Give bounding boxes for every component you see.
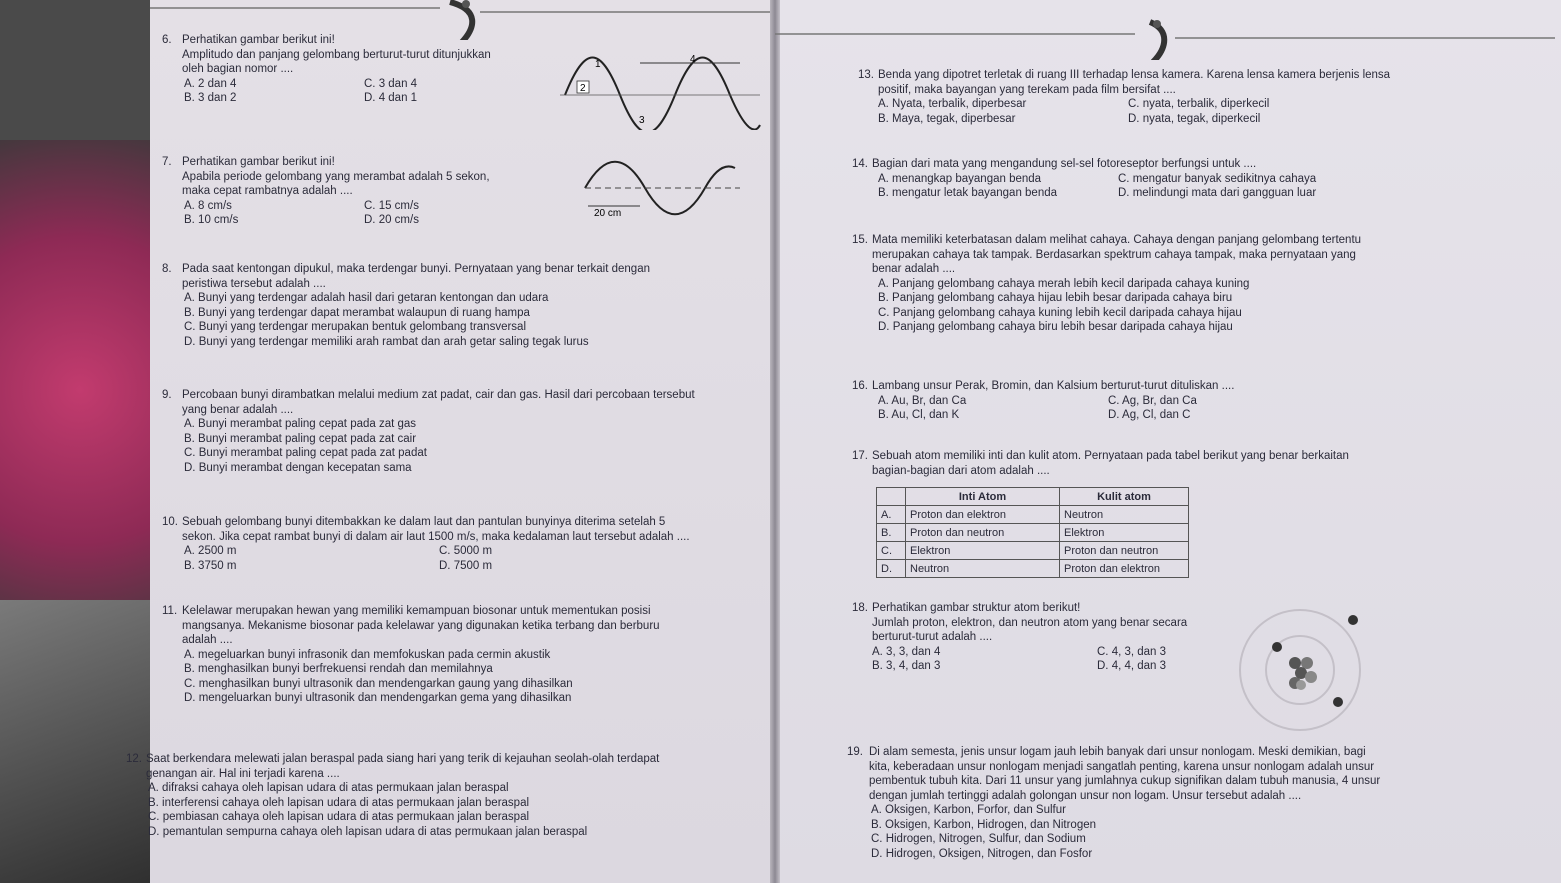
question-text: genangan air. Hal ini terjadi karena .... [146,767,340,780]
option-b[interactable]: B. mengatur letak bayangan benda [878,187,1058,199]
question-number: 16. [852,380,868,392]
question-text: bagian-bagian dari atom adalah .... [872,464,1050,477]
option-c[interactable]: C. Ag, Br, dan Ca [1108,394,1197,407]
question-10 [162,515,762,573]
table-cell: B. [877,524,906,542]
option-d[interactable]: D. melindungi mata dari gangguan luar [1118,187,1317,199]
question-number: 15. [852,234,868,246]
option-b[interactable]: B. Oksigen, Karbon, Hidrogen, dan Nitrogen [871,818,1097,831]
question-number: 14. [852,158,868,170]
question-text: Kelelawar merupakan hewan yang memiliki kemampuan biosonar untuk mementukan posisi [182,605,651,617]
question-text: oleh bagian nomor .... [182,63,294,75]
option-a[interactable]: A. 2500 m [184,545,237,557]
option-b[interactable]: B. Bunyi yang terdengar dapat merambat walaupun di ruang hampa [184,306,530,319]
option-d[interactable]: D. mengeluarkan bunyi ultrasonik dan mendengarkan gema yang dihasilkan [184,692,572,704]
option-a[interactable]: A. Bunyi merambat paling cepat pada zat gas [184,418,417,430]
option-a[interactable]: A. 3, 3, dan 4 [872,645,941,658]
question-text: dengan jumlah tertinggi adalah golongan unsur non logam. Unsur tersebut adalah .... [869,789,1302,802]
question-text: Pada saat kentongan dipukul, maka terdengar bunyi. Pernyataan yang benar terkait dengan [182,263,650,275]
question-number: 12. [126,753,142,765]
figure-label: 3 [639,115,645,126]
question-15 [852,233,1542,335]
table-cell: Proton dan elektron [906,506,1060,524]
option-c[interactable]: C. nyata, terbalik, diperkecil [1128,98,1270,110]
question-14 [852,157,1542,201]
question-16 [852,379,1542,423]
option-d[interactable]: D. pemantulan sempurna cahaya oleh lapisan udara di atas permukaan jalan beraspal [148,825,588,838]
question-text: Benda yang dipotret terletak di ruang III terhadap lensa kamera. Karena lensa kamera berjenis lensa [878,69,1391,81]
question-text: benar adalah .... [872,263,956,275]
option-d[interactable]: D. Panjang gelombang cahaya biru lebih besar daripada cahaya hijau [878,321,1233,333]
option-c[interactable]: C. Bunyi merambat paling cepat pada zat padat [184,447,427,459]
question-text: Di alam semesta, jenis unsur logam jauh lebih banyak dari unsur nonlogam. Meski demikian, bagi [869,746,1366,758]
question-8 [162,262,762,349]
question-text: merupakan cahaya tak tampak. Berdasarkan spektrum cahaya tampak, maka pernyataan yang [872,248,1356,261]
question-number: 7. [162,156,172,168]
table-row[interactable] [877,506,1189,524]
option-a[interactable]: A. Nyata, terbalik, diperbesar [878,98,1027,110]
option-b[interactable]: B. 3750 m [184,559,237,572]
option-b[interactable]: B. 10 cm/s [184,214,239,226]
table-header: Kulit atom [1060,488,1189,506]
table-cell: Neutron [1060,506,1189,524]
question-text: Apabila periode gelombang yang merambat adalah 5 sekon, [182,170,490,183]
question-12 [126,752,766,839]
option-b[interactable]: B. 3, 4, dan 3 [872,660,941,672]
table-row[interactable] [877,542,1189,560]
question-text: Lambang unsur Perak, Bromin, dan Kalsium berturut-turut dituliskan .... [872,380,1235,392]
option-a[interactable]: A. Au, Br, dan Ca [878,394,967,407]
question-number: 18. [852,602,868,614]
option-a[interactable]: A. menangkap bayangan benda [878,172,1042,185]
question-text: sekon. Jika cepat rambat bunyi di dalam air laut 1500 m/s, maka kedalaman laut tersebut adalah .... [182,530,690,543]
option-c[interactable]: C. mengatur banyak sedikitnya cahaya [1118,172,1317,185]
table-cell: Proton dan neutron [906,524,1060,542]
option-c[interactable]: C. 3 dan 4 [364,77,418,90]
question-text: Jumlah proton, elektron, dan neutron atom yang benar secara [872,616,1188,629]
option-a[interactable]: A. 8 cm/s [184,199,232,212]
question-text: Sebuah atom memiliki inti dan kulit atom. Pernyataan pada tabel berikut yang benar berkaitan [872,450,1349,462]
question-text: adalah .... [182,634,233,646]
question-number: 17. [852,450,868,462]
option-c[interactable]: C. Panjang gelombang cahaya kuning lebih kecil daripada cahaya hijau [878,306,1242,319]
table-cell: Proton dan neutron [1060,542,1189,560]
question-number: 13. [858,69,874,81]
option-b[interactable]: B. interferensi cahaya oleh lapisan udara di atas permukaan jalan beraspal [148,796,530,809]
option-c[interactable]: C. 15 cm/s [364,199,419,212]
question-text: Mata memiliki keterbatasan dalam melihat cahaya. Cahaya dengan panjang gelombang tertentu [872,234,1362,246]
question-9 [162,388,762,475]
option-d[interactable]: D. Bunyi merambat dengan kecepatan sama [184,461,412,474]
table-cell: Elektron [906,542,1060,560]
table-header: Inti Atom [906,488,1060,506]
option-a[interactable]: A. 2 dan 4 [184,77,237,90]
option-a[interactable]: A. Bunyi yang terdengar adalah hasil dari getaran kentongan dan udara [184,292,549,304]
option-b[interactable]: B. Panjang gelombang cahaya hijau lebih besar daripada cahaya biru [878,292,1233,304]
option-d[interactable]: D. 4, 4, dan 3 [1097,660,1167,672]
question-text: peristiwa tersebut adalah .... [182,277,326,290]
wave-figure-q6 [555,55,765,130]
option-d[interactable]: D. Hidrogen, Oksigen, Nitrogen, dan Fosfor [871,847,1093,860]
option-b[interactable]: B. 3 dan 2 [184,92,237,104]
question-number: 10. [162,516,178,528]
figure-label: 20 cm [594,208,622,218]
question-text: Perhatikan gambar struktur atom berikut! [872,602,1081,614]
option-b[interactable]: B. Au, Cl, dan K [878,409,960,421]
question-text: kita, keberadaan unsur nonlogam menjadi sangatlah penting, karena unsur nonlogam adalah unsur [869,760,1375,773]
question-text: Perhatikan gambar berikut ini! [182,156,335,168]
option-c[interactable]: C. Bunyi yang terdengar merupakan bentuk gelombang transversal [184,321,527,333]
table-row[interactable] [877,560,1189,578]
option-c[interactable]: C. 5000 m [439,545,493,557]
table-cell: A. [877,506,906,524]
table-header-row [877,488,1189,506]
option-a[interactable]: A. Panjang gelombang cahaya merah lebih kecil daripada cahaya kuning [878,277,1250,290]
option-c[interactable]: C. menghasilkan bunyi ultrasonik dan mendengarkan gaung yang dihasilkan [184,677,573,690]
option-d[interactable]: D. 20 cm/s [364,214,419,226]
option-d[interactable]: D. 4 dan 1 [364,92,418,104]
question-number: 9. [162,389,172,401]
table-cell: Neutron [906,560,1060,578]
question-6 [162,33,562,106]
question-text: Perhatikan gambar berikut ini! [182,34,335,46]
figure-label: 4 [690,55,696,65]
option-b[interactable]: B. menghasilkan bunyi berfrekuensi rendah dan memilahnya [184,663,493,675]
option-a[interactable]: A. Oksigen, Karbon, Forfor, dan Sulfur [871,804,1066,816]
table-cell: Elektron [1060,524,1189,542]
question-number: 11. [162,605,178,617]
question-text: mangsanya. Mekanisme biosonar pada kelelawar yang digunakan ketika terbang dan berburu [182,619,660,632]
option-a[interactable]: A. megeluarkan bunyi infrasonik dan memfokuskan pada cermin akustik [184,648,551,661]
table-row[interactable] [877,524,1189,542]
background-surface [0,600,170,883]
option-c[interactable]: C. pembiasan cahaya oleh lapisan udara di atas permukaan jalan beraspal [148,811,530,823]
question-text: berturut-turut adalah .... [872,631,993,643]
question-text: Amplitudo dan panjang gelombang berturut-turut ditunjukkan [182,48,491,61]
question-18 [852,601,1272,674]
question-number: 8. [162,263,172,275]
question-text: pembentuk tubuh kita. Dari 11 unsur yang jumlahnya cukup signifikan dalam tubuh manusia, 4 unsur [869,775,1381,787]
option-c[interactable]: C. Hidrogen, Nitrogen, Sulfur, dan Sodium [871,833,1086,845]
question-number: 19. [847,746,863,758]
atom-structure-figure [1235,605,1365,735]
question-17 [852,449,1542,478]
question-13 [858,68,1548,126]
option-b[interactable]: B. Maya, tegak, diperbesar [878,112,1016,125]
option-a[interactable]: A. difraksi cahaya oleh lapisan udara di atas permukaan jalan beraspal [148,782,509,794]
question-text: Bagian dari mata yang mengandung sel-sel fotoreseptor berfungsi untuk .... [872,158,1257,170]
option-b[interactable]: B. Bunyi merambat paling cepat pada zat cair [184,432,417,445]
question-19 [847,745,1552,861]
option-d[interactable]: D. Ag, Cl, dan C [1108,409,1191,421]
option-c[interactable]: C. 4, 3, dan 3 [1097,645,1167,658]
question-text: Saat berkendara melewati jalan beraspal pada siang hari yang terik di kejauhan seolah-olah terdapat [146,753,660,765]
header-decoration-right [775,0,1561,60]
question-text: positif, maka bayangan yang terekam pada film bersifat .... [878,83,1176,96]
option-d[interactable]: D. 7500 m [439,559,493,572]
question-text: Percobaan bunyi dirambatkan melalui medium zat padat, cair dan gas. Hasil dari percobaan tersebut [182,389,695,401]
figure-label: 2 [580,83,586,94]
question-number: 6. [162,34,172,46]
table-header-blank [877,488,906,506]
table-cell: D. [877,560,906,578]
option-d[interactable]: D. nyata, tegak, diperkecil [1128,112,1261,125]
question-text: maka cepat rambatnya adalah .... [182,185,353,197]
book-spine [770,0,780,883]
wave-figure-q7 [580,158,745,218]
question-7 [162,155,592,228]
question-11 [162,604,762,706]
table-cell: Proton dan elektron [1060,560,1189,578]
question-text: yang benar adalah .... [182,403,294,416]
figure-label: 1 [595,59,601,70]
atom-table [876,487,1189,578]
table-cell: C. [877,542,906,560]
option-d[interactable]: D. Bunyi yang terdengar memiliki arah rambat dan arah getar saling tegak lurus [184,335,589,348]
question-text: Sebuah gelombang bunyi ditembakkan ke dalam laut dan pantulan bunyinya diterima setelah 5 [182,516,666,528]
